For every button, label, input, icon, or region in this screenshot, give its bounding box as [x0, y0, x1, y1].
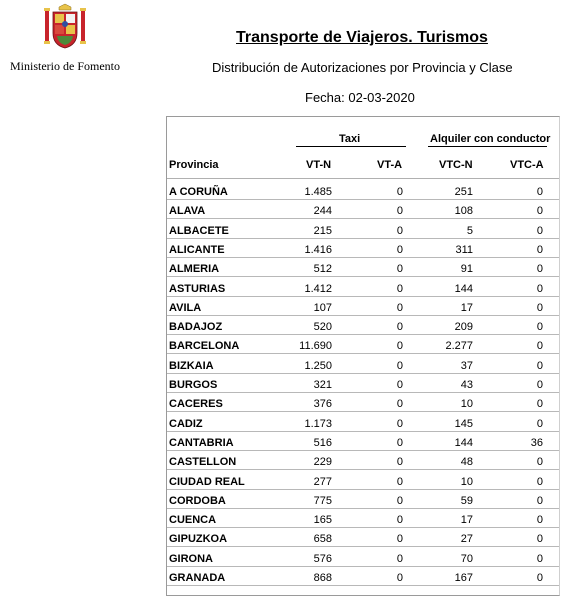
row-divider	[167, 199, 559, 200]
vt-n-value: 775	[313, 494, 332, 507]
table-row	[167, 279, 559, 297]
group-underline-alquiler	[428, 146, 547, 147]
vtc-a-value: 0	[536, 243, 543, 256]
row-divider	[167, 296, 559, 297]
row-divider	[167, 315, 559, 316]
vt-a-value: 0	[396, 475, 403, 488]
vtc-a-value: 0	[536, 263, 543, 276]
column-header-vt-n: VT-N	[306, 159, 332, 171]
vtc-n-value: 108	[454, 205, 473, 218]
vt-a-value: 0	[396, 398, 403, 411]
row-divider	[167, 373, 559, 374]
table-row	[167, 317, 559, 335]
province-name: BARCELONA	[169, 340, 240, 353]
row-divider	[167, 469, 559, 470]
vt-n-value: 165	[313, 514, 332, 527]
province-name: ALMERIA	[169, 263, 220, 276]
row-divider	[167, 353, 559, 354]
row-divider	[167, 450, 559, 451]
table-row	[167, 201, 559, 219]
row-divider	[167, 218, 559, 219]
vtc-a-value: 0	[536, 533, 543, 546]
vtc-a-value: 0	[536, 224, 543, 237]
vtc-a-value: 0	[536, 552, 543, 565]
province-name: BADAJOZ	[169, 321, 223, 334]
vt-a-value: 0	[396, 533, 403, 546]
vt-n-value: 1.173	[304, 417, 332, 430]
vtc-a-value: 0	[536, 359, 543, 372]
vtc-n-value: 144	[454, 436, 473, 449]
vtc-a-value: 0	[536, 301, 543, 314]
vt-a-value: 0	[396, 301, 403, 314]
coat-of-arms-icon	[44, 3, 86, 49]
table-row	[167, 336, 559, 354]
row-divider	[167, 527, 559, 528]
vtc-n-value: 144	[454, 282, 473, 295]
province-name: ALBACETE	[169, 224, 229, 237]
vtc-a-value: 0	[536, 572, 543, 584]
vt-a-value: 0	[396, 340, 403, 353]
group-header-taxi: Taxi	[339, 133, 361, 145]
table-row	[167, 414, 559, 432]
province-name: GIRONA	[169, 552, 213, 565]
row-divider	[167, 508, 559, 509]
vtc-n-value: 43	[460, 379, 473, 391]
table-row	[167, 240, 559, 258]
row-divider	[167, 238, 559, 239]
province-name: BURGOS	[169, 379, 218, 391]
table-row	[167, 221, 559, 239]
vt-n-value: 1.412	[304, 282, 332, 295]
vt-a-value: 0	[396, 243, 403, 256]
table-row	[167, 433, 559, 451]
group-header-alquiler: Alquiler con conductor	[430, 133, 551, 145]
vt-n-value: 1.250	[304, 359, 332, 372]
table-row	[167, 568, 559, 586]
vtc-a-value: 0	[536, 494, 543, 507]
table-row	[167, 182, 559, 200]
vtc-n-value: 10	[460, 475, 473, 488]
vtc-a-value: 0	[536, 340, 543, 353]
vtc-n-value: 37	[460, 359, 473, 372]
vt-a-value: 0	[396, 321, 403, 334]
table-row	[167, 491, 559, 509]
vtc-n-value: 2.277	[445, 340, 473, 353]
vt-n-value: 244	[313, 205, 332, 218]
row-divider	[167, 276, 559, 277]
page-subtitle: Distribución de Autorizaciones por Provincia y Clase	[212, 60, 513, 75]
vt-n-value: 658	[313, 533, 332, 546]
province-name: CIUDAD REAL	[169, 475, 245, 488]
vtc-a-value: 0	[536, 282, 543, 295]
vt-n-value: 1.485	[304, 186, 332, 198]
vtc-a-value: 0	[536, 417, 543, 430]
vt-n-value: 376	[313, 398, 332, 411]
table-row	[167, 452, 559, 470]
column-header-provincia: Provincia	[169, 159, 219, 171]
vtc-n-value: 311	[455, 243, 473, 256]
group-underline-taxi	[296, 146, 406, 147]
vtc-a-value: 0	[536, 379, 543, 391]
vtc-n-value: 145	[454, 417, 473, 430]
table-row	[167, 529, 559, 547]
vtc-n-value: 91	[460, 263, 473, 276]
row-divider	[167, 546, 559, 547]
province-name: BIZKAIA	[169, 359, 214, 372]
table-row	[167, 259, 559, 277]
province-name: ALICANTE	[169, 243, 225, 256]
table-row	[167, 356, 559, 374]
vtc-n-value: 251	[454, 186, 473, 198]
vtc-a-value: 0	[536, 186, 543, 198]
vt-n-value: 277	[313, 475, 332, 488]
table-row	[167, 510, 559, 528]
province-name: CACERES	[169, 398, 223, 411]
province-name: ASTURIAS	[169, 282, 226, 295]
row-divider	[167, 392, 559, 393]
vt-a-value: 0	[396, 224, 403, 237]
vtc-n-value: 70	[460, 552, 473, 565]
vt-n-value: 868	[313, 572, 332, 584]
row-divider	[167, 257, 559, 258]
page-title: Transporte de Viajeros. Turismos	[236, 29, 488, 46]
vt-a-value: 0	[396, 494, 403, 507]
row-divider	[167, 334, 559, 335]
vt-a-value: 0	[396, 359, 403, 372]
province-name: CADIZ	[169, 417, 203, 430]
vt-n-value: 107	[313, 301, 332, 314]
report-date: Fecha: 02-03-2020	[305, 90, 415, 105]
province-name: A CORUÑA	[169, 186, 228, 198]
province-name: AVILA	[169, 301, 202, 314]
province-name: CASTELLON	[169, 456, 237, 469]
vtc-n-value: 48	[460, 456, 473, 469]
vt-n-value: 321	[313, 379, 332, 391]
vtc-a-value: 0	[536, 514, 543, 527]
row-divider	[167, 431, 559, 432]
vt-n-value: 215	[313, 224, 332, 237]
vt-n-value: 11.690	[299, 340, 332, 353]
province-name: GRANADA	[169, 572, 226, 584]
vt-a-value: 0	[396, 263, 403, 276]
vtc-n-value: 10	[460, 398, 473, 411]
vt-a-value: 0	[396, 379, 403, 391]
column-header-vt-a: VT-A	[377, 159, 403, 171]
table-row	[167, 549, 559, 567]
province-name: CANTABRIA	[169, 436, 234, 449]
vtc-a-value: 36	[530, 436, 543, 449]
vtc-a-value: 0	[536, 456, 543, 469]
column-header-vtc-n: VTC-N	[439, 159, 473, 171]
vtc-n-value: 17	[460, 301, 473, 314]
vtc-n-value: 5	[466, 224, 473, 237]
vt-n-value: 576	[313, 552, 332, 565]
vtc-a-value: 0	[536, 398, 543, 411]
vt-a-value: 0	[396, 417, 403, 430]
row-divider	[167, 489, 559, 490]
vt-n-value: 1.416	[304, 243, 332, 256]
vtc-a-value: 0	[536, 205, 543, 218]
vtc-n-value: 27	[460, 533, 473, 546]
vtc-n-value: 209	[454, 321, 473, 334]
table-row	[167, 298, 559, 316]
row-divider	[167, 566, 559, 567]
vt-a-value: 0	[396, 282, 403, 295]
column-header-vtc-a: VTC-A	[510, 159, 544, 171]
vt-a-value: 0	[396, 205, 403, 218]
vt-a-value: 0	[396, 552, 403, 565]
table-row	[167, 394, 559, 412]
vt-a-value: 0	[396, 514, 403, 527]
vtc-n-value: 167	[454, 572, 473, 584]
row-divider	[167, 411, 559, 412]
vt-n-value: 520	[313, 321, 332, 334]
table-row	[167, 472, 559, 490]
header-separator	[167, 178, 559, 179]
vt-n-value: 512	[313, 263, 332, 276]
ministry-name: Ministerio de Fomento	[10, 59, 120, 73]
vt-a-value: 0	[396, 186, 403, 198]
vt-a-value: 0	[396, 456, 403, 469]
table-row	[167, 375, 559, 393]
province-name: ALAVA	[169, 205, 206, 218]
vtc-n-value: 59	[460, 494, 473, 507]
vtc-a-value: 0	[536, 475, 543, 488]
vt-n-value: 229	[313, 456, 332, 469]
vtc-n-value: 17	[460, 514, 473, 527]
vt-n-value: 516	[313, 436, 332, 449]
vt-a-value: 0	[396, 572, 403, 584]
province-name: CORDOBA	[169, 494, 226, 507]
province-name: CUENCA	[169, 514, 217, 527]
province-name: GIPUZKOA	[169, 533, 228, 546]
vtc-a-value: 0	[536, 321, 543, 334]
vt-a-value: 0	[396, 436, 403, 449]
